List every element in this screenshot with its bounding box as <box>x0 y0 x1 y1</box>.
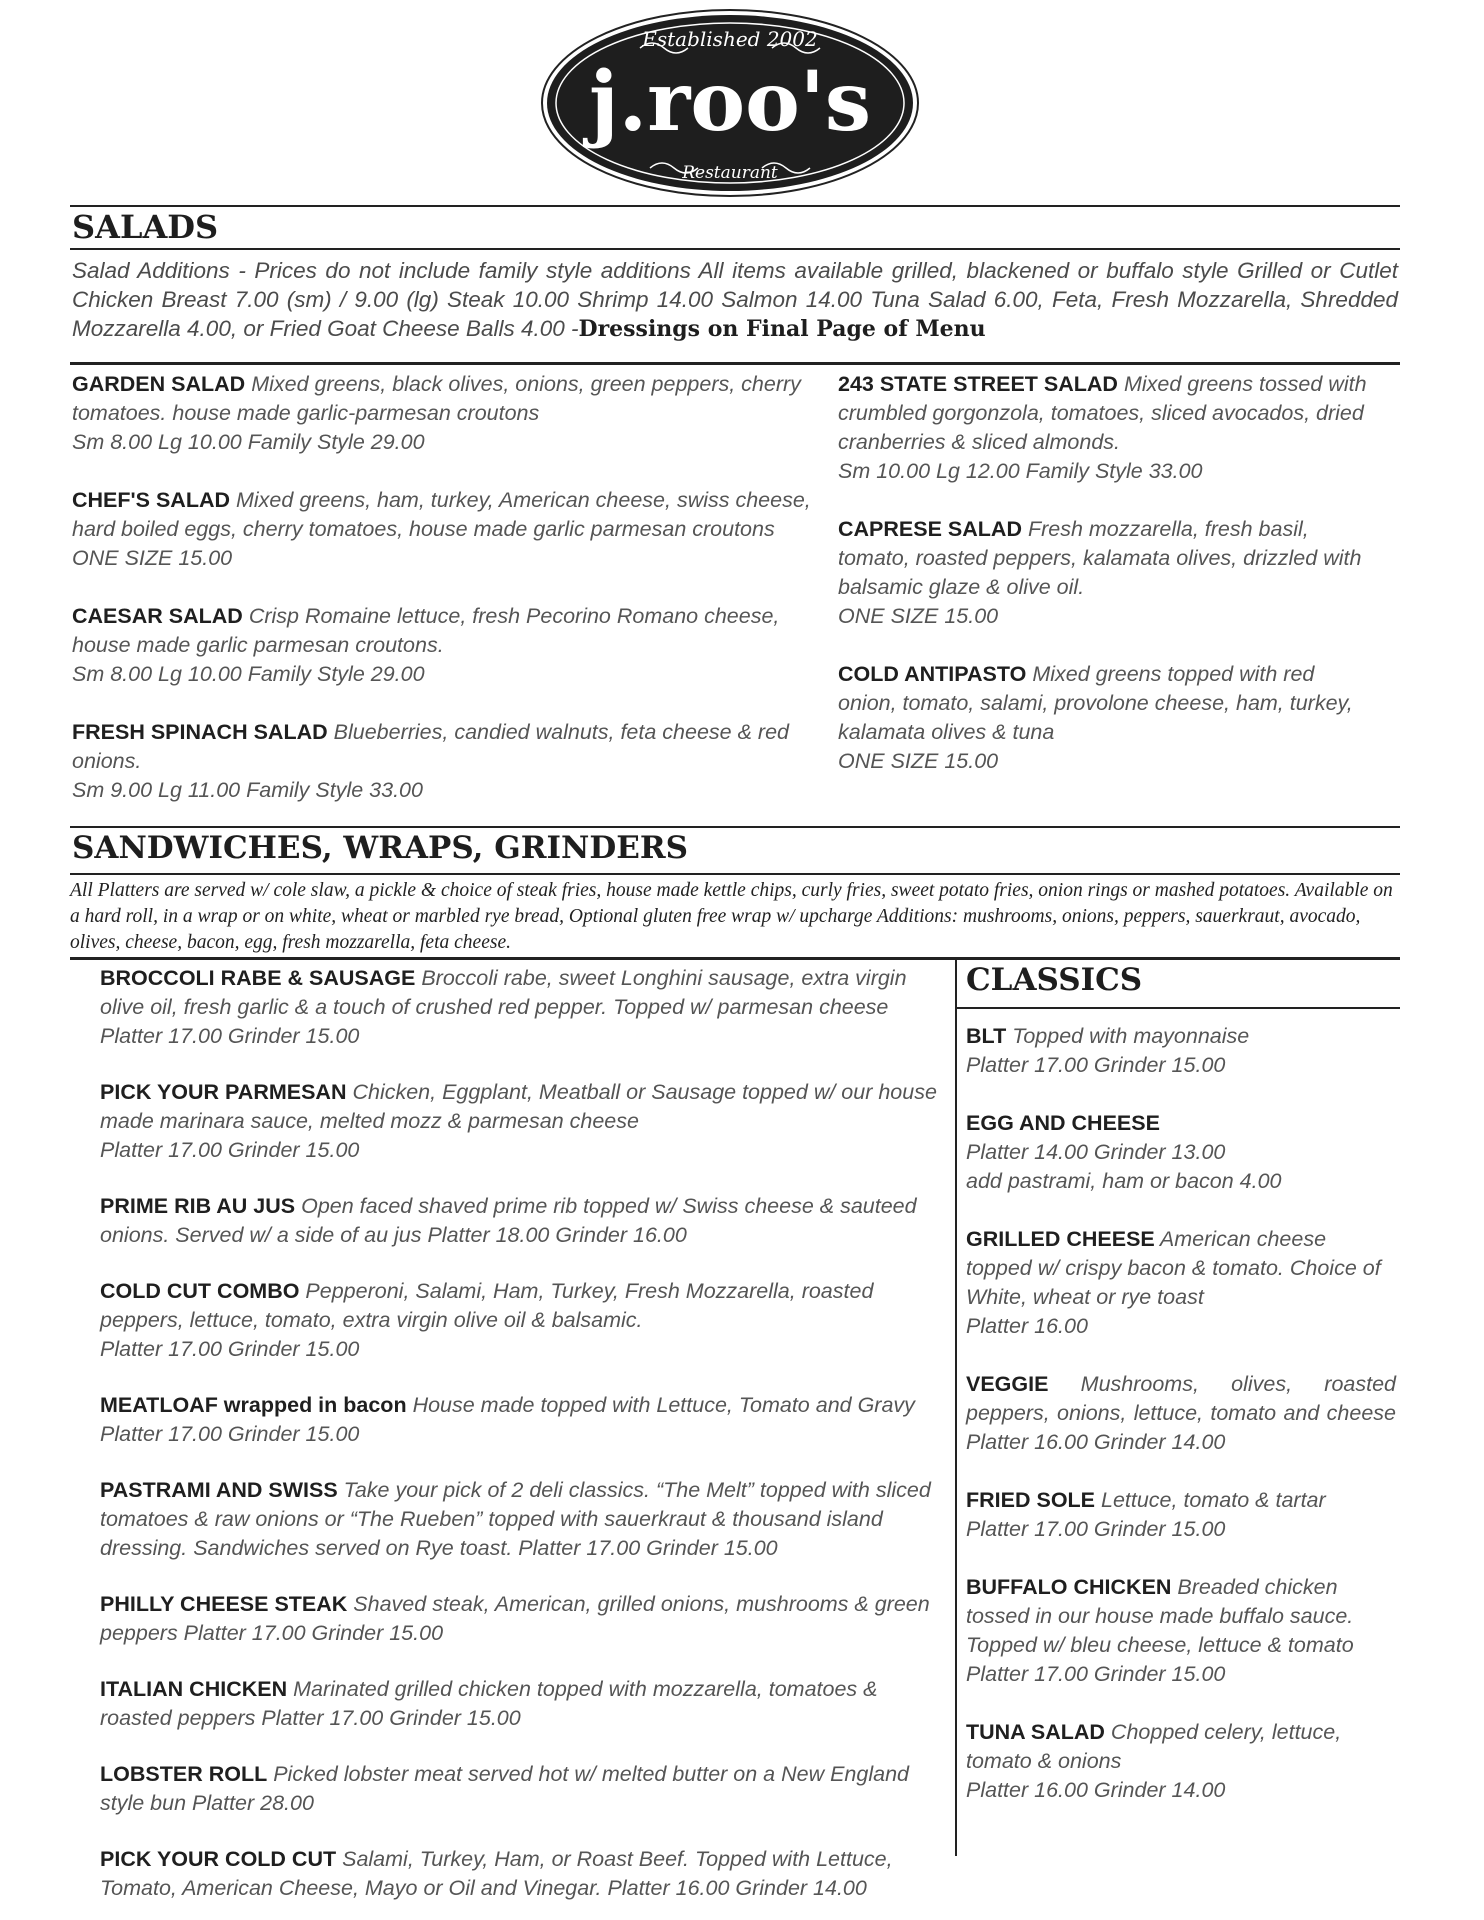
menu-item: PICK YOUR COLD CUT Salami, Turkey, Ham, or Roast Beef. Topped with Lettuce, Tomato, American Cheese, Mayo or Oil and Vinegar. Platter 16.00 Grinder 14.00 <box>100 1847 893 1900</box>
logo-name: j.roo's <box>588 54 872 150</box>
menu-item: COLD ANTIPASTO Mixed greens topped with red onion, tomato, salami, provolone cheese, ham, turkey, kalamata olives & tuna ONE SIZE 15.00 <box>838 662 1353 773</box>
menu-item: LOBSTER ROLL Picked lobster meat served hot w/ melted butter on a New England style bun Platter 28.00 <box>100 1762 909 1815</box>
menu-item: FRESH SPINACH SALAD Blueberries, candied walnuts, feta cheese & red onions. Sm 9.00 Lg 11.00 Family Style 33.00 <box>72 720 789 802</box>
menu-item: MEATLOAF wrapped in bacon House made topped with Lettuce, Tomato and Gravy Platter 17.00 Grinder 15.00 <box>100 1393 915 1446</box>
sandwiches-note: All Platters are served w/ cole slaw, a pickle & choice of steak fries, house made kettle chips, curly fries, sweet potato fries, onion rings or mashed potatoes. Available on a hard roll, in a wrap or on white, wheat or marbled rye bread, Optional gluten free wrap w/ upcharge Additions: mushrooms, onions, peppers, sauerkraut, avocado, olives, cheese, bacon, egg, fresh mozzarella, feta cheese. <box>70 880 1393 953</box>
sandwiches-column <box>100 964 940 1903</box>
menu-item: GRILLED CHEESE American cheese topped w/ crispy bacon & tomato. Choice of White, wheat or rye toast Platter 16.00 <box>966 1227 1381 1338</box>
salads-top-rule <box>70 205 1400 207</box>
salads-right-column <box>838 370 1378 776</box>
sandwiches-heading: SANDWICHES, WRAPS, GRINDERS <box>72 830 688 866</box>
sandwiches-top-rule <box>70 826 1400 828</box>
sandwiches-bottom-rule <box>70 957 1400 960</box>
dressings-note: Dressings on Final Page of Menu <box>578 316 986 342</box>
logo-top-text: Established 2002 <box>642 27 818 51</box>
restaurant-logo <box>540 8 920 198</box>
menu-item: CHEF'S SALAD Mixed greens, ham, turkey, American cheese, swiss cheese, hard boiled eggs, cherry tomatoes, house made garlic parmesan croutons ONE SIZE 15.00 <box>72 488 811 570</box>
salads-bottom-rule <box>70 362 1400 365</box>
salads-heading-rule <box>70 248 1400 250</box>
sandwiches-heading-rule <box>70 873 1400 875</box>
menu-item: BUFFALO CHICKEN Breaded chicken tossed in our house made buffalo sauce. Topped w/ bleu cheese, lettuce & tomato Platter 17.00 Grinder 15.00 <box>966 1575 1354 1686</box>
salads-heading: SALADS <box>72 208 219 246</box>
column-divider <box>955 958 957 1856</box>
menu-item: CAESAR SALAD Crisp Romaine lettuce, fresh Pecorino Romano cheese, house made garlic parmesan croutons. Sm 8.00 Lg 10.00 Family Style 29.00 <box>72 604 780 686</box>
menu-item: FRIED SOLE Lettuce, tomato & tartar Platter 17.00 Grinder 15.00 <box>966 1488 1326 1541</box>
menu-item: EGG AND CHEESE Platter 14.00 Grinder 13.00 add pastrami, ham or bacon 4.00 <box>966 1111 1282 1193</box>
classics-column <box>966 1022 1396 1805</box>
logo-bottom-text: Restaurant <box>682 163 778 183</box>
menu-item: PRIME RIB AU JUS Open faced shaved prime rib topped w/ Swiss cheese & sauteed onions. Served w/ a side of au jus Platter 18.00 Grinder 16.00 <box>100 1194 917 1247</box>
menu-item: GARDEN SALAD Mixed greens, black olives, onions, green peppers, cherry tomatoes. house made garlic-parmesan croutons Sm 8.00 Lg 10.00 Family Style 29.00 <box>72 372 801 454</box>
menu-item: BLT Topped with mayonnaise Platter 17.00 Grinder 15.00 <box>966 1024 1250 1077</box>
menu-item: BROCCOLI RABE & SAUSAGE Broccoli rabe, sweet Longhini sausage, extra virgin olive oil, fresh garlic & a touch of crushed red pepper. Topped w/ parmesan cheese Platter 17.00 Grinder 15.00 <box>100 966 907 1048</box>
menu-item: PICK YOUR PARMESAN Chicken, Eggplant, Meatball or Sausage topped w/ our house made marinara sauce, melted mozz & parmesan cheese Platter 17.00 Grinder 15.00 <box>100 1080 937 1162</box>
menu-item: CAPRESE SALAD Fresh mozzarella, fresh basil, tomato, roasted peppers, kalamata olives, drizzled with balsamic glaze & olive oil. ONE SIZE 15.00 <box>838 517 1362 628</box>
menu-item: ITALIAN CHICKEN Marinated grilled chicken topped with mozzarella, tomatoes & roasted peppers Platter 17.00 Grinder 15.00 <box>100 1677 878 1730</box>
classics-heading-rule <box>956 1007 1400 1009</box>
salads-left-column <box>72 370 812 805</box>
classics-heading: CLASSICS <box>966 962 1143 998</box>
salad-additions-note: Salad Additions - Prices do not include family style additions All items available grilled, blackened or buffalo style Grilled or Cutlet Chicken Breast 7.00 (sm) / 9.00 (lg) Steak 10.00 Shrimp 14.00 Salmon 14.00 Tuna Salad 6.00, Feta, Fresh Mozzarella, Shredded Mozzarella 4.00, or Fried Goat Cheese Balls 4.00 -Dressings on Final Page of Menu <box>72 258 1398 342</box>
menu-item: PASTRAMI AND SWISS Take your pick of 2 deli classics. “The Melt” topped with sliced tomatoes & raw onions or “The Rueben” topped with sauerkraut & thousand island dressing. Sandwiches served on Rye toast. Platter 17.00 Grinder 15.00 <box>100 1478 931 1560</box>
menu-item: COLD CUT COMBO Pepperoni, Salami, Ham, Turkey, Fresh Mozzarella, roasted peppers, lettuce, tomato, extra virgin olive oil & balsamic. Platter 17.00 Grinder 15.00 <box>100 1279 874 1361</box>
menu-item: PHILLY CHEESE STEAK Shaved steak, American, grilled onions, mushrooms & green peppers Platter 17.00 Grinder 15.00 <box>100 1592 930 1645</box>
menu-item: 243 STATE STREET SALAD Mixed greens tossed with crumbled gorgonzola, tomatoes, sliced avocados, dried cranberries & sliced almonds. Sm 10.00 Lg 12.00 Family Style 33.00 <box>838 372 1367 483</box>
menu-item: TUNA SALAD Chopped celery, lettuce, tomato & onions Platter 16.00 Grinder 14.00 <box>966 1720 1342 1802</box>
menu-item: VEGGIE Mushrooms, olives, roasted peppers, onions, lettuce, tomato and cheese Platter 16.00 Grinder 14.00 <box>966 1372 1396 1454</box>
